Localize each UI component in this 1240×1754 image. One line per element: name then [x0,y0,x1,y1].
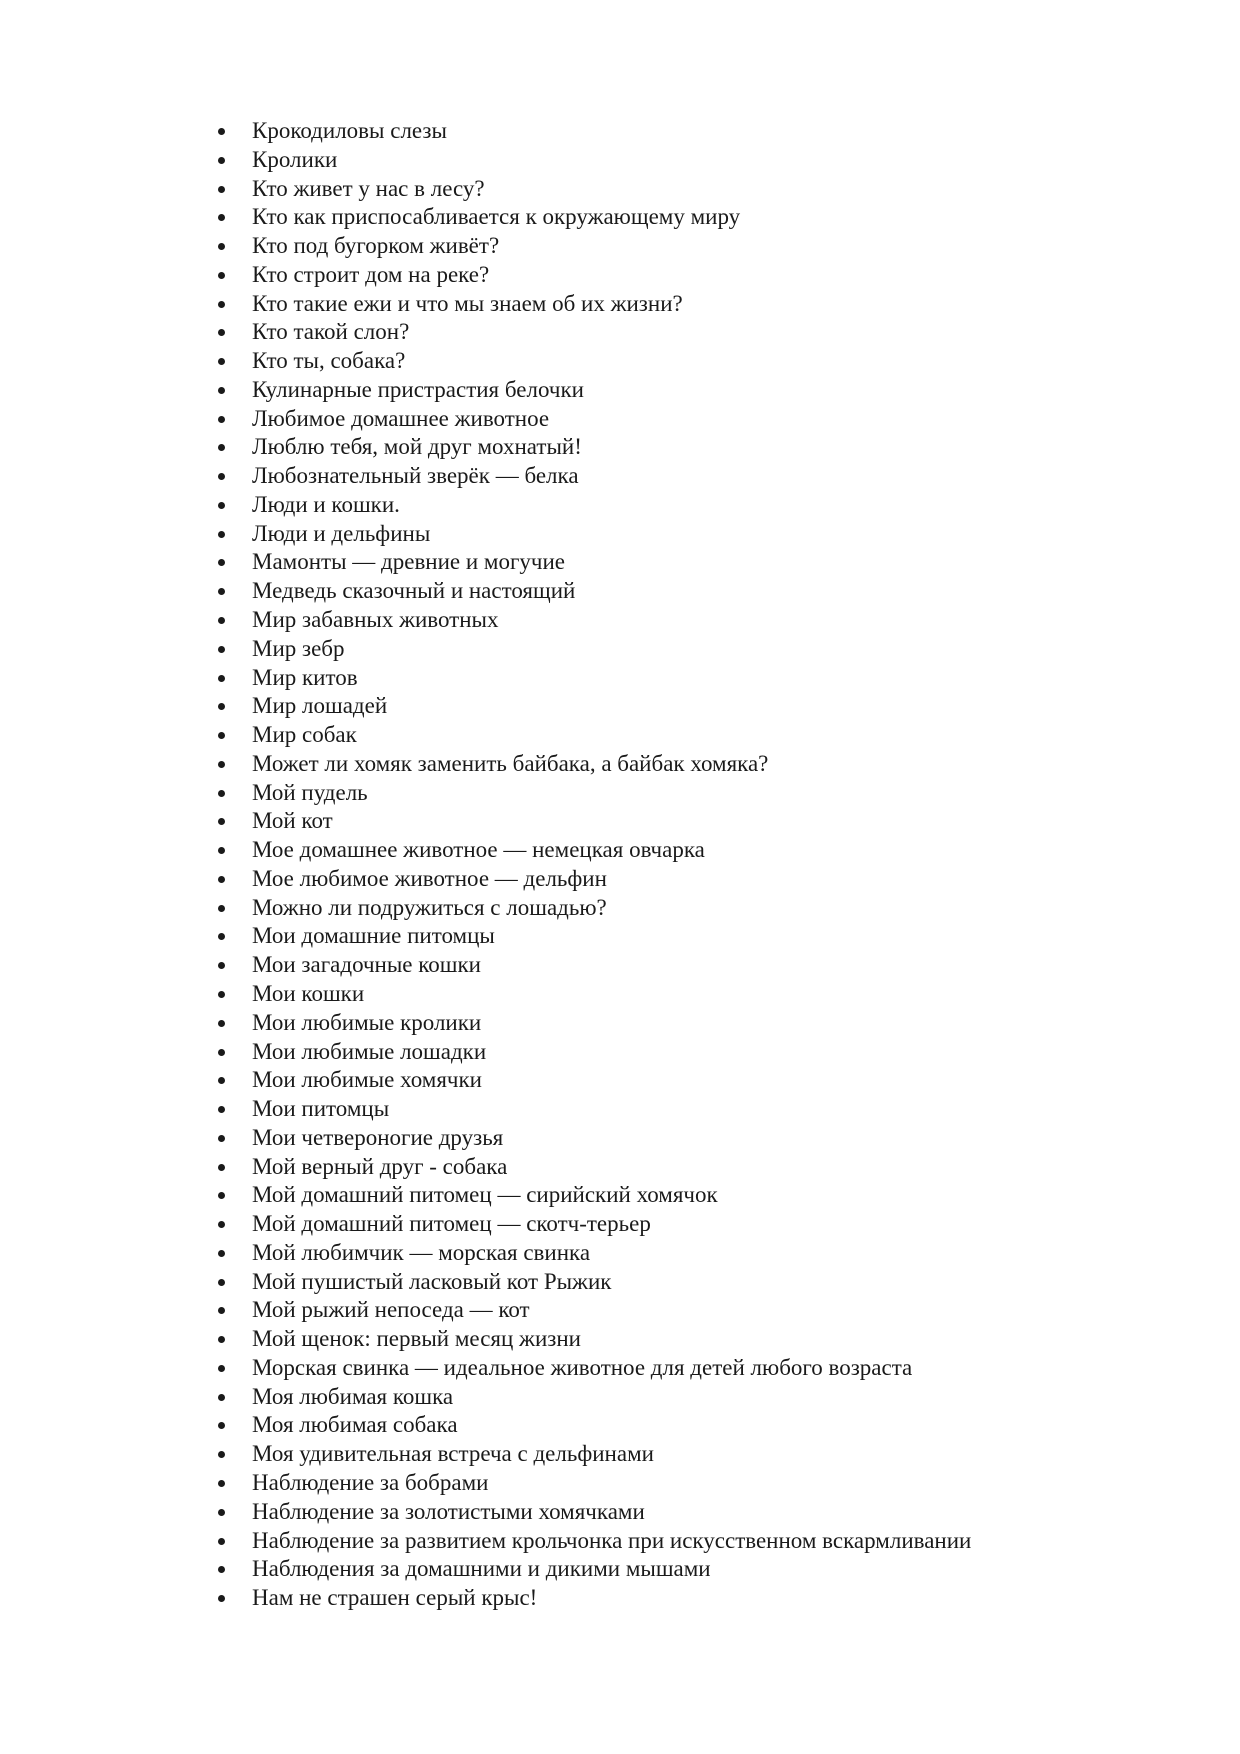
list-item-text: Кто под бугорком живёт? [252,233,500,259]
list-item [214,664,1174,693]
list-item [214,1066,1174,1095]
bullet-icon [218,790,225,797]
topic-list [214,117,1174,1613]
bullet-icon [218,157,225,164]
list-item-text: Наблюдение за развитием крольчонка при искусственном вскармливании [252,1527,972,1553]
list-item-text: Любознательный зверёк — белка [252,463,579,489]
bullet-icon [218,761,225,768]
list-item-text: Моя любимая кошка [252,1383,454,1409]
list-item [214,721,1174,750]
list-item [214,1527,1174,1556]
bullet-icon [218,703,225,710]
bullet-icon [218,444,225,451]
list-item [214,865,1174,894]
bullet-icon [218,1135,225,1142]
list-item [214,1124,1174,1153]
list-item [214,1555,1174,1584]
list-item-text: Кто как приспосабливается к окружающему миру [252,204,741,230]
list-item-text: Мой домашний питомец — сирийский хомячок [252,1182,718,1208]
bullet-icon [218,301,225,308]
list-item-text: Мои загадочные кошки [252,952,481,978]
list-item [214,750,1174,779]
list-item-text: Мой домашний питомец — скотч-терьер [252,1211,651,1237]
bullet-icon [218,1221,225,1228]
list-item-text: Мои четвероногие друзья [252,1124,504,1150]
list-item [214,290,1174,319]
bullet-icon [218,1595,225,1602]
bullet-icon [218,1538,225,1545]
list-item-text: Медведь сказочный и настоящий [252,578,576,604]
list-item [214,203,1174,232]
list-item-text: Мир зебр [252,635,345,661]
list-item-text: Мамонты — древние и могучие [252,549,566,575]
list-item-text: Крокодиловы слезы [252,118,447,143]
list-item-text: Нам не страшен серый крыс! [252,1585,538,1611]
list-item [214,1095,1174,1124]
bullet-icon [218,186,225,193]
list-item [214,1584,1174,1613]
list-item-text: Мир собак [252,722,357,748]
list-item-text: Наблюдения за домашними и дикими мышами [252,1556,711,1582]
list-item-text: Наблюдение за золотистыми хомячками [252,1498,645,1524]
list-item [214,1296,1174,1325]
list-item-text: Мое домашнее животное — немецкая овчарка [252,837,705,863]
bullet-icon [218,1509,225,1516]
list-item-text: Мое любимое животное — дельфин [252,865,607,891]
list-item [214,692,1174,721]
list-item [214,635,1174,664]
list-item-text: Кто такой слон? [252,319,410,345]
list-item-text: Кто строит дом на реке? [252,261,490,287]
list-item [214,807,1174,836]
bullet-icon [218,128,225,135]
list-item [214,1239,1174,1268]
list-item [214,1181,1174,1210]
list-item-text: Моя удивительная встреча с дельфинами [252,1441,654,1467]
list-item-text: Мои кошки [252,980,365,1006]
list-item-text: Кулинарные пристрастия белочки [252,376,584,402]
list-item-text: Мой верный друг - собака [252,1153,508,1179]
list-item-text: Мой пудель [252,779,368,805]
list-item-text: Мой пушистый ласковый кот Рыжик [252,1268,612,1294]
list-item-text: Морская свинка — идеальное животное для детей любого возраста [252,1354,913,1380]
list-item [214,779,1174,808]
bullet-icon [218,991,225,998]
list-item [214,1038,1174,1067]
list-item-text: Мои любимые хомячки [252,1067,482,1093]
list-item-text: Мир китов [252,664,358,690]
bullet-icon [218,272,225,279]
list-item [214,491,1174,520]
list-item [214,405,1174,434]
bullet-icon [218,559,225,566]
list-item [214,1469,1174,1498]
bullet-icon [218,1451,225,1458]
bullet-icon [218,905,225,912]
bullet-icon [218,646,225,653]
bullet-icon [218,1307,225,1314]
list-item-text: Мой рыжий непоседа — кот [252,1297,530,1323]
list-item-text: Может ли хомяк заменить байбака, а байбак хомяка? [252,750,769,776]
list-item-text: Кто такие ежи и что мы знаем об их жизни? [252,290,683,316]
list-item [214,318,1174,347]
list-item-text: Мир забавных животных [252,607,499,633]
bullet-icon [218,732,225,739]
list-item-text: Можно ли подружиться с лошадью? [252,894,607,920]
list-item [214,433,1174,462]
list-item-text: Наблюдение за бобрами [252,1469,489,1495]
bullet-icon [218,358,225,365]
list-item-text: Кто ты, собака? [252,348,406,374]
list-item [214,175,1174,204]
bullet-icon [218,1250,225,1257]
list-item [214,606,1174,635]
list-item [214,1383,1174,1412]
list-item-text: Мой любимчик — морская свинка [252,1239,591,1265]
bullet-icon [218,1077,225,1084]
list-item-text: Мои домашние питомцы [252,923,495,949]
list-item [214,980,1174,1009]
list-item [214,1009,1174,1038]
list-item [214,894,1174,923]
list-item-text: Мой щенок: первый месяц жизни [252,1326,581,1352]
list-item [214,1153,1174,1182]
bullet-icon [218,1365,225,1372]
bullet-icon [218,1049,225,1056]
list-item [214,577,1174,606]
bullet-icon [218,675,225,682]
list-item [214,261,1174,290]
list-item-text: Люблю тебя, мой друг мохнатый! [252,434,582,460]
list-item [214,1440,1174,1469]
bullet-icon [218,1192,225,1199]
bullet-icon [218,1336,225,1343]
bullet-icon [218,502,225,509]
list-item-text: Кто живет у нас в лесу? [252,175,485,201]
list-item [214,347,1174,376]
list-item-text: Мои любимые кролики [252,1009,482,1035]
list-item [214,1268,1174,1297]
list-item-text: Мир лошадей [252,693,388,719]
list-item [214,836,1174,865]
bullet-icon [218,1106,225,1113]
list-item [214,462,1174,491]
list-item-text: Мои любимые лошадки [252,1038,487,1064]
bullet-icon [218,1394,225,1401]
bullet-icon [218,473,225,480]
list-item-text: Люди и кошки. [252,491,400,517]
list-item [214,117,1174,146]
bullet-icon [218,847,225,854]
list-item-text: Люди и дельфины [252,520,431,546]
list-item-text: Мой кот [252,808,333,834]
bullet-icon [218,933,225,940]
list-item-text: Моя любимая собака [252,1412,458,1438]
list-item-text: Кролики [252,146,338,172]
list-item [214,376,1174,405]
list-item [214,146,1174,175]
bullet-icon [218,243,225,250]
bullet-icon [218,416,225,423]
list-item [214,1210,1174,1239]
bullet-icon [218,214,225,221]
bullet-icon [218,617,225,624]
list-item [214,1325,1174,1354]
list-item [214,520,1174,549]
bullet-icon [218,387,225,394]
list-item-text: Любимое домашнее животное [252,405,550,431]
list-item [214,548,1174,577]
list-item [214,1411,1174,1440]
list-item [214,1354,1174,1383]
list-item [214,232,1174,261]
list-item [214,951,1174,980]
bullet-icon [218,531,225,538]
bullet-icon [218,818,225,825]
bullet-icon [218,329,225,336]
list-item-text: Мои питомцы [252,1096,390,1122]
bullet-icon [218,876,225,883]
bullet-icon [218,1020,225,1027]
list-item [214,1498,1174,1527]
bullet-icon [218,1480,225,1487]
bullet-icon [218,1422,225,1429]
bullet-icon [218,1164,225,1171]
bullet-icon [218,962,225,969]
list-item [214,922,1174,951]
bullet-icon [218,588,225,595]
bullet-icon [218,1279,225,1286]
bullet-icon [218,1566,225,1573]
